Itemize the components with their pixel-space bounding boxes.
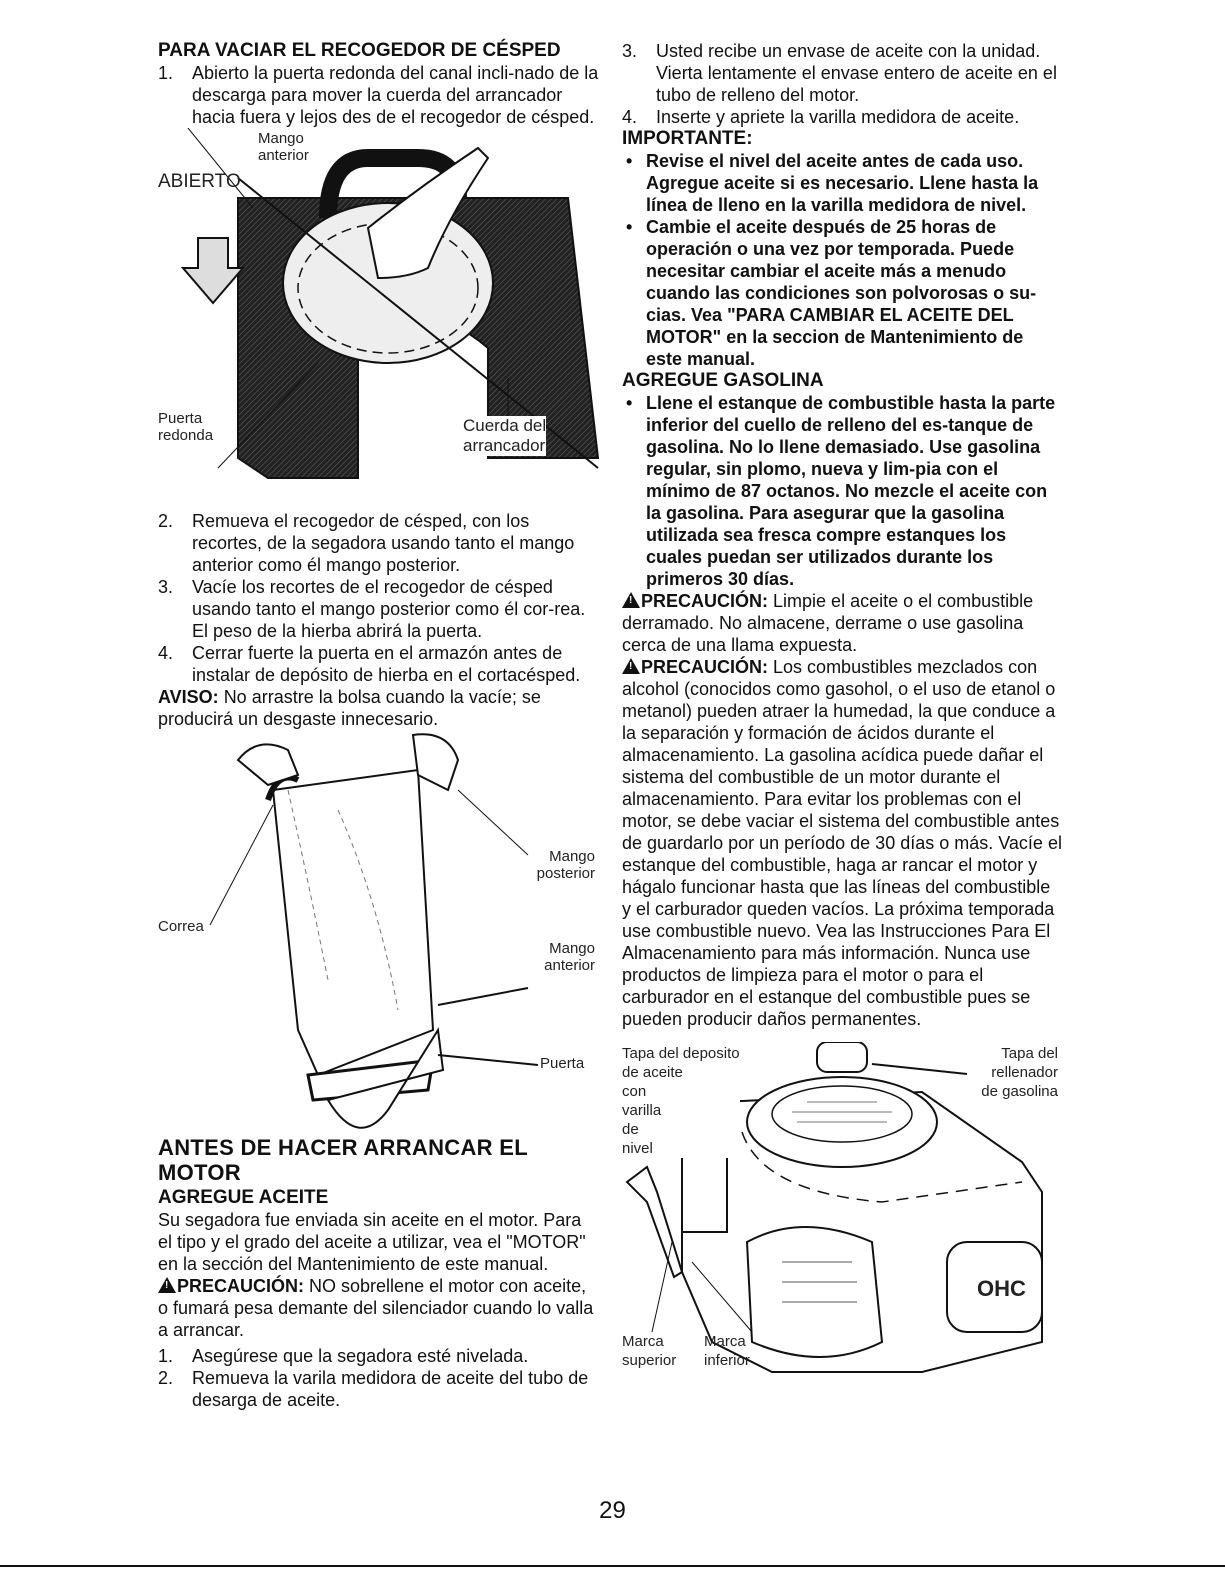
empty-bag-heading: PARA VACIAR EL RECOGEDOR DE CÉSPED (158, 40, 561, 61)
list-item: 1. Asegúrese que la segadora esté nivelada. (158, 1346, 529, 1366)
oil-paragraph: Su segadora fue enviada sin aceite en el motor. Para el tipo y el grado del aceite a utilizar, vea el "MOTOR" en la sección del Mantenimiento de este manual. (158, 1210, 586, 1274)
warning-icon (158, 1277, 176, 1293)
correa-label: Correa (158, 918, 204, 935)
list-item: 1. Abierto la puerta redonda del canal incli-nado de la descarga para mover la cuerda del arrancador hacia fuera y lejos des de el recogedor de césped. (158, 63, 599, 127)
tapa-deposito-label: Tapa del deposito de aceite con varilla de nivel (622, 1045, 740, 1157)
before-start-heading: ANTES DE HACER ARRANCAR EL MOTOR (158, 1135, 528, 1185)
puerta-label: Puerta (540, 1055, 585, 1072)
page-number: 29 (599, 1497, 626, 1524)
list-item: 4. Cerrar fuerte la puerta en el armazón antes de instalar de depósito de hierba en el cortacésped. (158, 643, 581, 685)
engine-figure (622, 1042, 1062, 1387)
list-item: 3. Usted recibe un envase de aceite con la unidad. Vierta lentamente el envase entero de aceite en el tubo de relleno del motor. (622, 41, 1057, 105)
abierto-label: ABIERTO (158, 171, 241, 192)
left-column (158, 40, 600, 1411)
list-item: 2. Remueva el recogedor de césped, con los recortes, de la segadora usando tanto el mango anterior como él mango posterior. (158, 511, 575, 575)
importante-heading: IMPORTANTE: (622, 128, 753, 149)
empty-bag-figure (158, 730, 600, 1135)
list-item: • Revise el nivel del aceite antes de cada uso. Agregue aceite si es necesario. Llene hasta la línea de lleno en la varilla medidora de nivel. (622, 150, 1062, 216)
list-item: • Cambie el aceite después de 25 horas de operación o una vez por temporada. Puede necesitar cambiar el aceite más a menudo cuando las condiciones son polvorosas o su-cias. Vea "PARA CAMBIAR EL ACEITE DEL MOTOR" en la seccion de Mantenimiento de este manual. (622, 216, 1062, 370)
caution-3: !PRECAUCIÓN: Los combustibles mezclados con alcohol (conocidos como gasohol, o el uso de etanol o metanol) pueden atraer la humedad, la que conduce a la separación y formación de ácidos durante el almacenamiento. La gasolina acídica puede dañar el sistema del combustible de un motor durante el almacenamiento. Para evitar los problemas con el motor, se debe vaciar el sistema del combustible antes de guardarlo por un período de 30 días o más. Vacíe el estanque del combustible, haga ar rancar el motor y hágalo funcionar hasta que las líneas del combustible y el carburador queden vacíos. La próxima temporada use combustible nuevo. Vea las Instrucciones Para El Almacenamiento para más información. Nunca use productos de limpieza para el motor o para el carburador en el estanque del combustible pues se pueden producir daños permanentes. (622, 656, 1062, 1030)
gas-list (622, 392, 1062, 590)
oil-steps-right (622, 40, 1062, 128)
engine-badge: OHC (977, 1276, 1026, 1301)
list-item: • Llene el estanque de combustible hasta la parte inferior del cuello de relleno del es-tanque de gasolina. No lo llene demasiado. Use gasolina regular, sin plomo, nueva y lim-pia con el mínimo de 87 octanos. No mezcle el aceite con la gasolina. Para asegurar que la gasolina utilizada sea fresca compre estanques los cuales puedan ser utilizados durante los primeros 30 días. (622, 392, 1062, 590)
warning-icon (622, 592, 640, 608)
oil-steps-left (158, 1345, 600, 1411)
list-item: 2. Remueva la varila medidora de aceite del tubo de desarga de aceite. (158, 1368, 589, 1410)
bottom-rule (0, 1565, 1225, 1567)
marca-inferior-label: Marca inferior (704, 1333, 750, 1369)
caution-2: !PRECAUCIÓN: Limpie el aceite o el combustible derramado. No almacene, derrame o use gasolina cerca de una llama expuesta. (622, 590, 1062, 656)
mango-anterior-label-2: Mango anterior (544, 940, 595, 974)
puerta-redonda-label: Puerta redonda (158, 410, 214, 444)
list-item: 3. Vacíe los recortes de el recogedor de césped usando tanto el mango posterior como él cor-rea. El peso de la hierba abrirá la puerta. (158, 577, 586, 641)
caution-1: !PRECAUCIÓN: NO sobrellene el motor con aceite, o fumará pesa demante del silenciador cuando lo valla a arrancar. (158, 1275, 600, 1341)
grass-bag-illustration (158, 730, 600, 1135)
aviso-paragraph: AVISO: No arrastre la bolsa cuando la vacíe; se producirá un desgaste innecesario. (158, 687, 541, 729)
empty-steps-1 (158, 62, 600, 128)
empty-steps-2 (158, 510, 600, 686)
right-column (622, 40, 1062, 1387)
list-item: 4. Inserte y apriete la varilla medidora de aceite. (622, 107, 1020, 127)
rear-chute-figure (158, 128, 600, 510)
marca-superior-label: Marca superior (622, 1333, 677, 1369)
add-oil-heading: AGREGUE ACEITE (158, 1187, 329, 1208)
mango-posterior-label: Mango posterior (536, 848, 595, 882)
cuerda-arrancador-label: Cuerda del arrancador (463, 416, 547, 455)
warning-icon (622, 658, 640, 674)
importante-list (622, 150, 1062, 370)
mango-anterior-label: Mango anterior (258, 130, 309, 164)
add-gas-heading: AGREGUE GASOLINA (622, 370, 824, 391)
tapa-relleno-label: Tapa del rellenador de gasolina (981, 1045, 1058, 1100)
